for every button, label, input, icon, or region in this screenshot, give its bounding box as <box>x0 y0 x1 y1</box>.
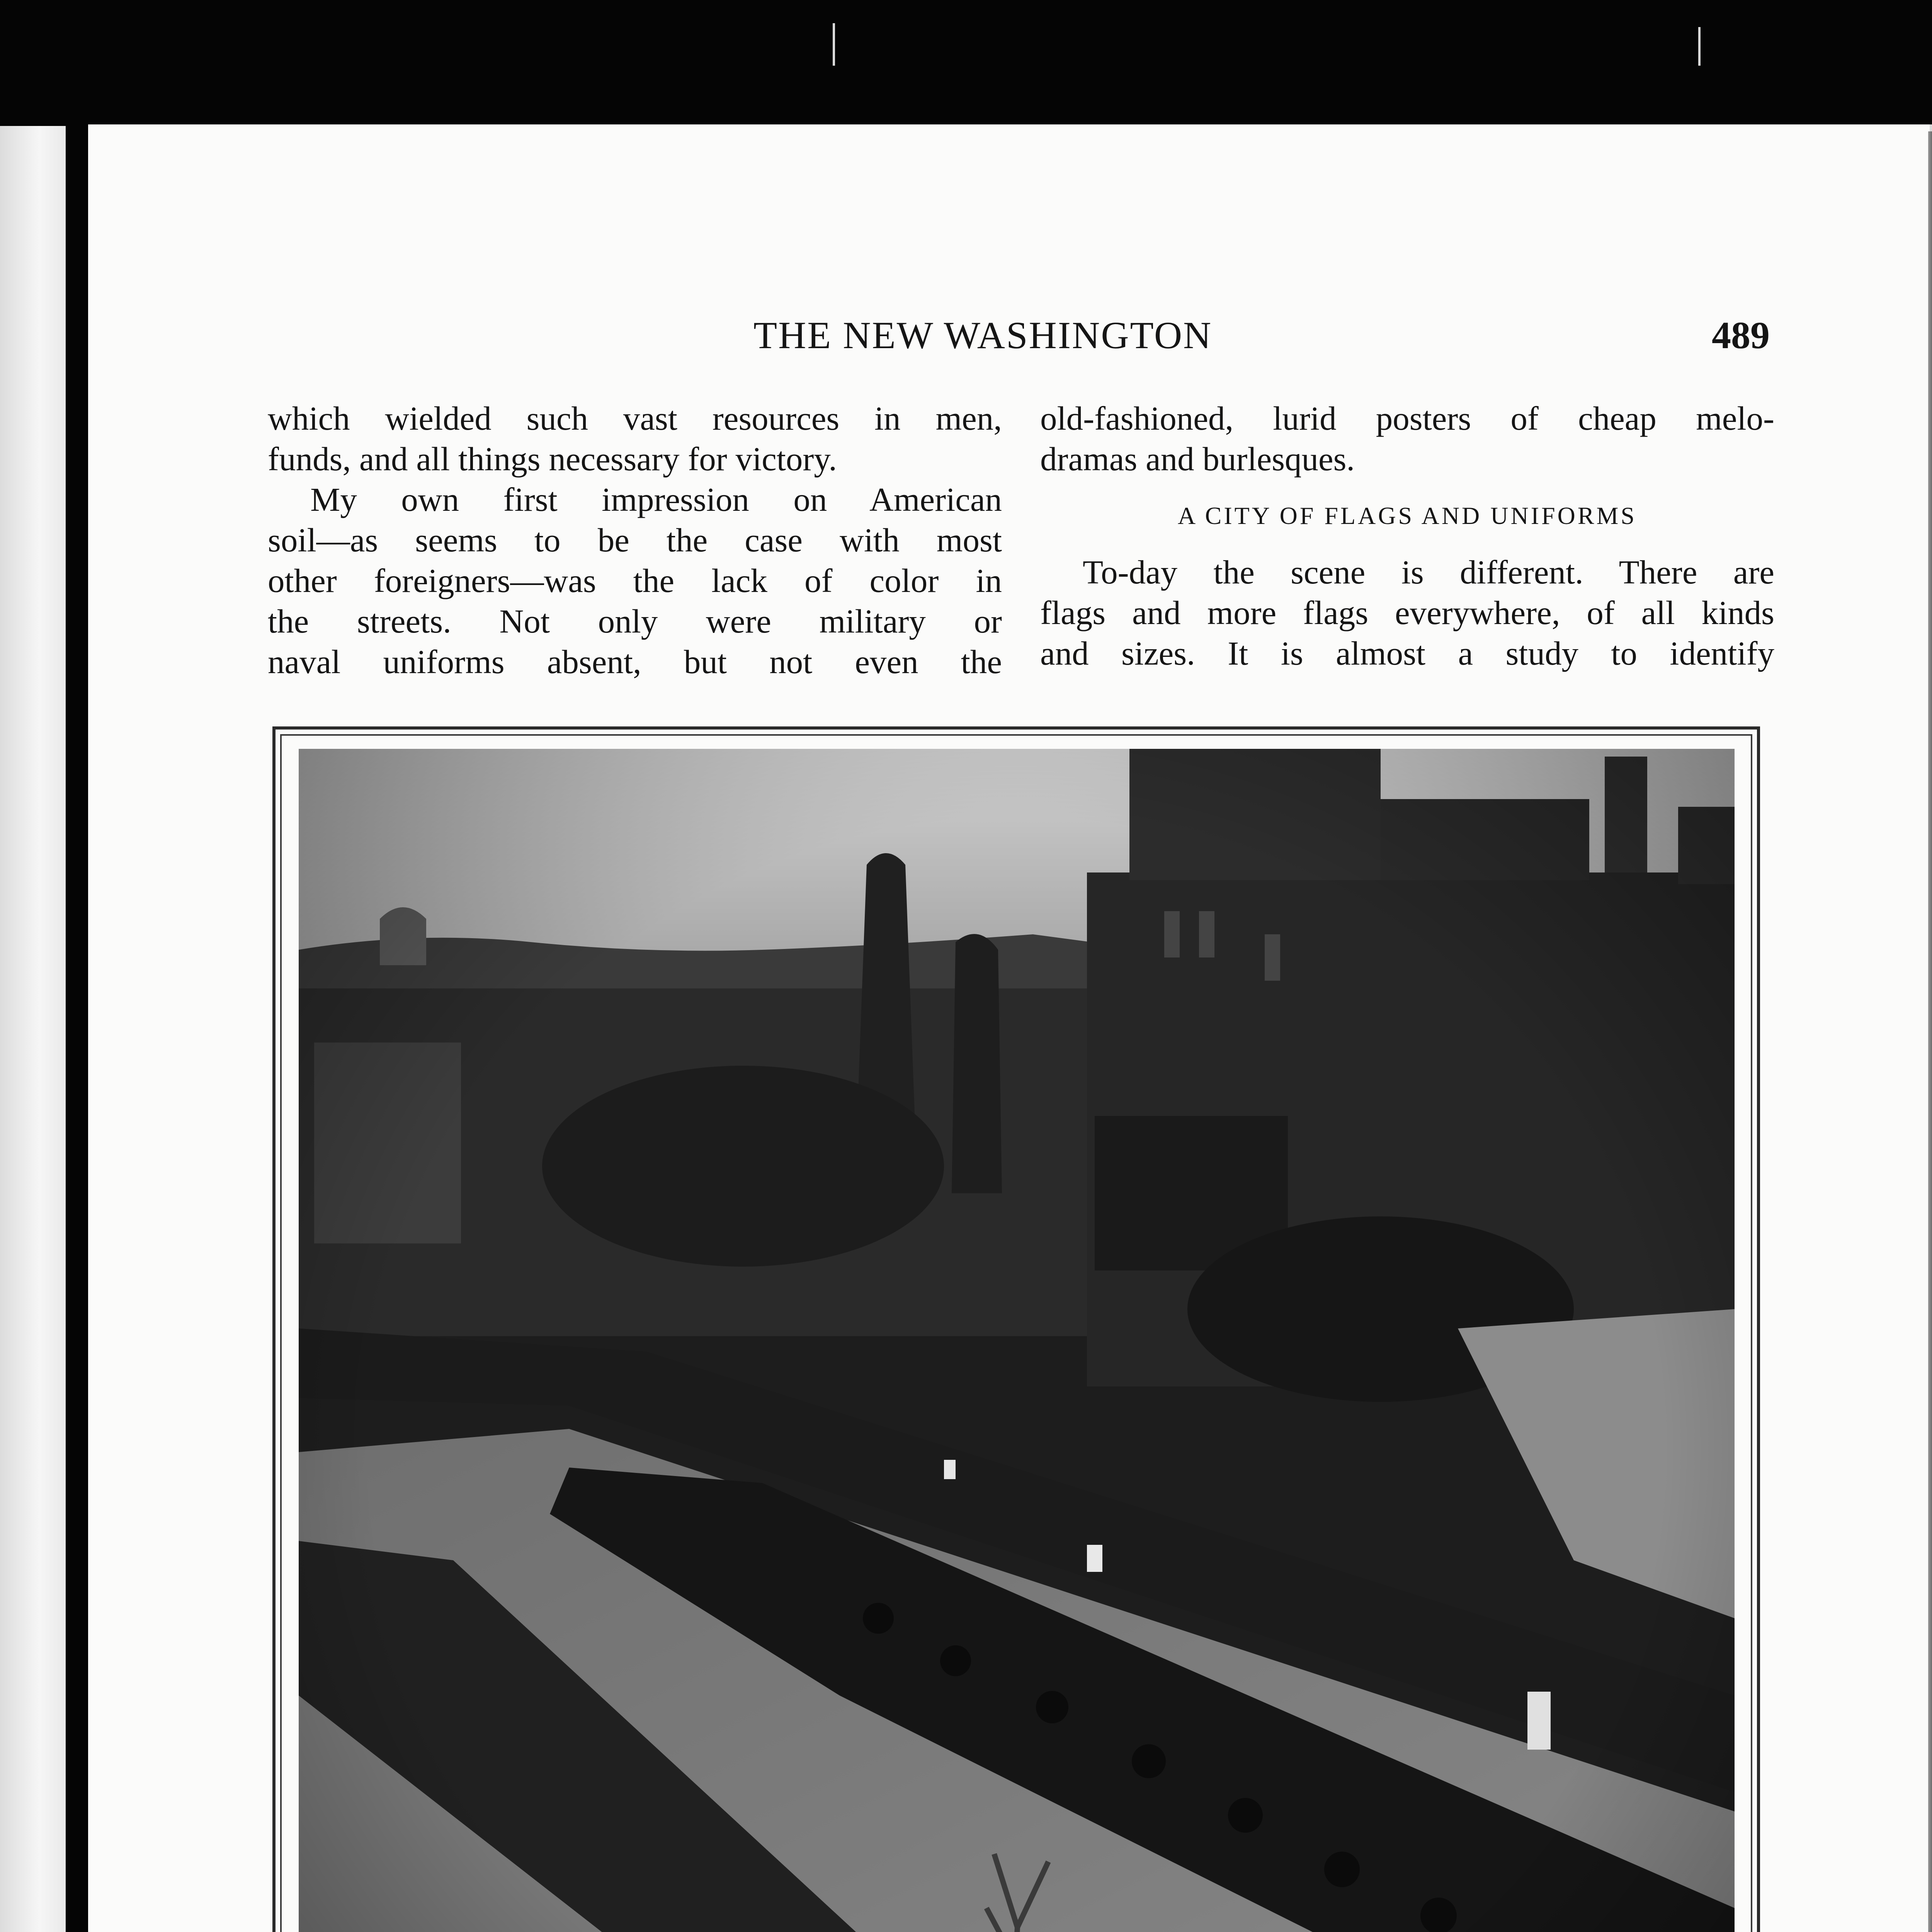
photo-frame <box>272 726 1760 1932</box>
text-line: funds, and all things necessary for victory. <box>268 440 837 478</box>
text-line: My own first impression on American <box>310 481 1002 518</box>
film-scratch <box>833 23 835 66</box>
top-right-column <box>1040 398 1774 673</box>
section-heading: A CITY OF FLAGS AND UNIFORMS <box>1177 502 1637 529</box>
film-scratch <box>1698 27 1701 66</box>
page-number: 489 <box>1712 314 1770 357</box>
text-line: naval uniforms absent, but not even the <box>268 643 1002 680</box>
page-edge-shadow <box>1928 131 1932 1932</box>
text-line: the streets. Not only were military or <box>268 602 1002 640</box>
text-line: and sizes. It is almost a study to identify <box>1040 634 1774 672</box>
parade-photograph <box>299 749 1735 1932</box>
text-line: old-fashioned, lurid posters of cheap melo- <box>1040 400 1774 437</box>
text-line: other foreigners—was the lack of color in <box>268 562 1002 599</box>
parade-photo-illustration <box>299 749 1735 1932</box>
text-line: which wielded such vast resources in men, <box>268 400 1002 437</box>
running-head: THE NEW WASHINGTON <box>753 314 1213 357</box>
adjacent-page-edge <box>0 126 66 1932</box>
text-line: soil—as seems to be the case with most <box>268 521 1002 559</box>
text-line: flags and more flags everywhere, of all kinds <box>1040 594 1774 631</box>
text-line: dramas and burlesques. <box>1040 440 1355 478</box>
top-left-column <box>268 398 1002 682</box>
text-line: To-day the scene is different. There are <box>1083 553 1774 591</box>
